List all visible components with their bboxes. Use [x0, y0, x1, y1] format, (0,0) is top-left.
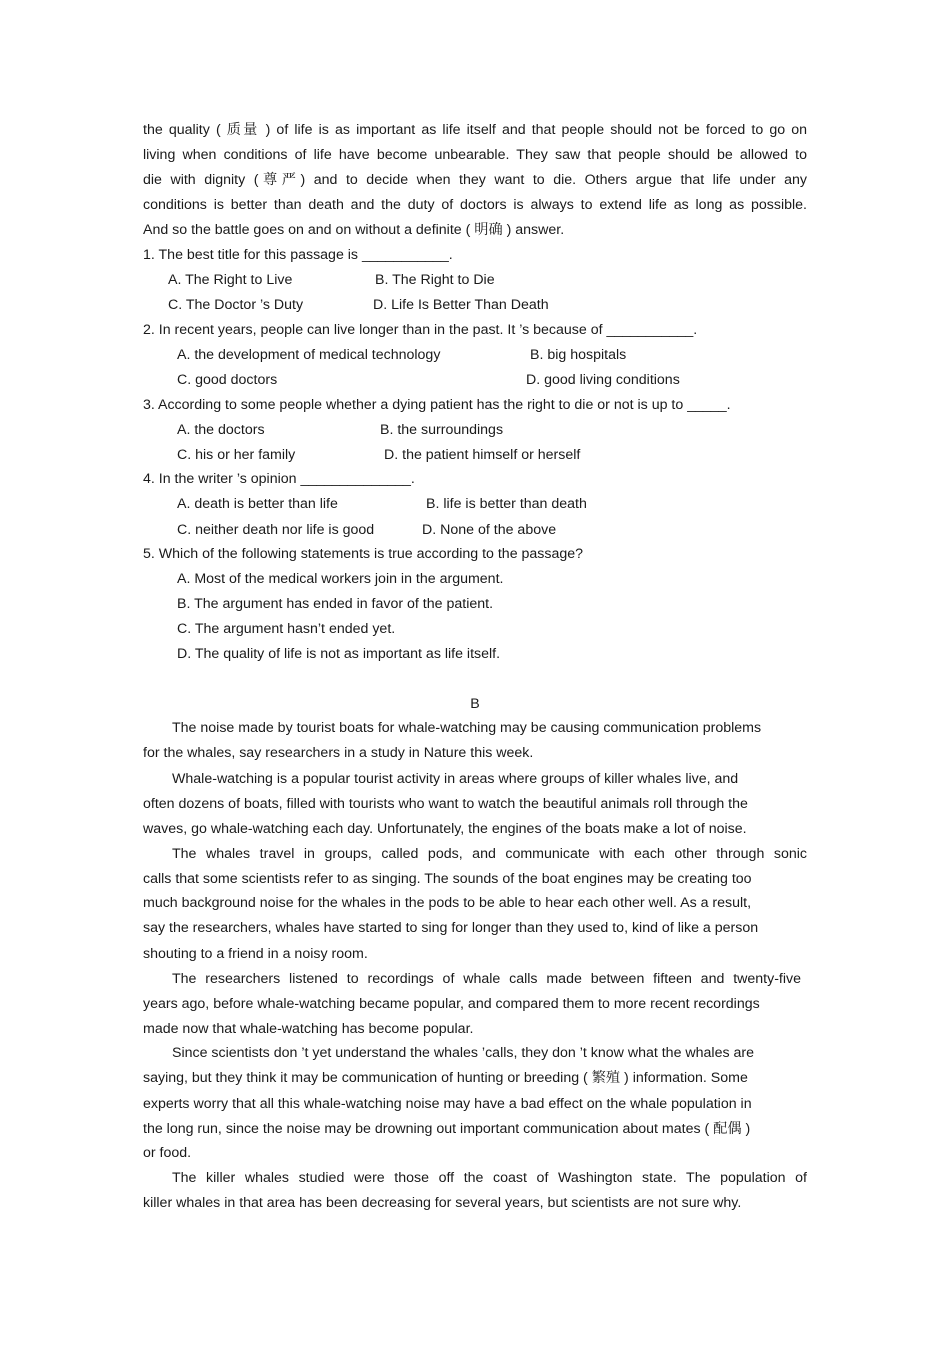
question-2-option-d: D. good living conditions	[526, 372, 680, 388]
question-5-option-d: D. The quality of life is not as important as life itself.	[177, 646, 501, 662]
question-1-stem: 1. The best title for this passage is ___________.	[143, 247, 453, 263]
passage-b-line-17: the long run, since the noise may be drowning out important communication about mates ( 配偶 )	[143, 1121, 751, 1137]
question-5-option-a: A. Most of the medical workers join in the argument.	[177, 571, 504, 587]
passage-a-line-5: And so the battle goes on and on without a definite ( 明确 ) answer.	[143, 222, 565, 238]
passage-b-line-3: Whale-watching is a popular tourist activity in areas where groups of killer whales live, and	[172, 771, 739, 787]
passage-b-line-4: often dozens of boats, filled with tourists who want to watch the beautiful animals roll through the	[143, 796, 748, 812]
question-2-option-a: A. the development of medical technology	[177, 347, 441, 363]
question-2-stem: 2. In recent years, people can live longer than in the past. It ’s because of ___________.	[143, 322, 698, 338]
question-3-option-d: D. the patient himself or herself	[384, 447, 581, 463]
passage-a-line-3: die with dignity (尊严) and to decide when they want to die. Others argue that life under any	[143, 172, 807, 188]
question-4-option-a: A. death is better than life	[177, 496, 338, 512]
passage-a-line-2: living when conditions of life have become unbearable. They saw that people should be allowed to	[143, 147, 807, 163]
question-2-option-b: B. big hospitals	[530, 347, 627, 363]
passage-a-line-1: the quality ( 质量 ) of life is as important as life itself and that people should not be forced to go on	[143, 122, 807, 138]
passage-b-line-12: years ago, before whale-watching became popular, and compared them to more recent recordings	[143, 996, 760, 1012]
passage-b-line-11: The researchers listened to recordings of whale calls made between fifteen and twenty-five	[172, 971, 801, 987]
question-2-option-c: C. good doctors	[177, 372, 278, 388]
question-5-option-b: B. The argument has ended in favor of the patient.	[177, 596, 494, 612]
passage-b-line-19: The killer whales studied were those off the coast of Washington state. The population of	[172, 1170, 807, 1186]
question-5-option-c: C. The argument hasn’t ended yet.	[177, 621, 396, 637]
passage-b-line-20: killer whales in that area has been decreasing for several years, but scientists are not sure why.	[143, 1195, 742, 1211]
passage-b-line-8: much background noise for the whales in the pods to be able to hear each other well. As a result,	[143, 895, 752, 911]
passage-b-line-9: say the researchers, whales have started to sing for longer than they used to, kind of like a person	[143, 920, 759, 936]
question-4-stem: 4. In the writer ’s opinion ______________.	[143, 471, 415, 487]
question-4-option-c: C. neither death nor life is good	[177, 522, 375, 538]
passage-b-line-18: or food.	[143, 1145, 192, 1161]
passage-b-line-16: experts worry that all this whale-watching noise may have a bad effect on the whale population in	[143, 1096, 752, 1112]
question-1-option-c: C. The Doctor ’s Duty	[168, 297, 304, 313]
passage-b-line-6: The whales travel in groups, called pods, and communicate with each other through sonic	[172, 846, 807, 862]
question-3-option-b: B. the surroundings	[380, 422, 504, 438]
passage-b-line-7: calls that some scientists refer to as singing. The sounds of the boat engines may be creating too	[143, 871, 752, 887]
question-4-option-b: B. life is better than death	[426, 496, 587, 512]
passage-b-line-14: Since scientists don ’t yet understand the whales ’calls, they don ’t know what the whales are	[172, 1045, 755, 1061]
question-3-option-a: A. the doctors	[177, 422, 265, 438]
passage-b-line-2: for the whales, say researchers in a study in Nature this week.	[143, 745, 534, 761]
passage-b-line-1: The noise made by tourist boats for whale-watching may be causing communication problems	[172, 720, 762, 736]
question-5-stem: 5. Which of the following statements is true according to the passage?	[143, 546, 584, 562]
passage-b-line-15: saying, but they think it may be communication of hunting or breeding ( 繁殖 ) information. Some	[143, 1070, 748, 1086]
question-3-option-c: C. his or her family	[177, 447, 296, 463]
question-4-option-d: D. None of the above	[422, 522, 557, 538]
passage-b-line-10: shouting to a friend in a noisy room.	[143, 946, 368, 962]
question-3-stem: 3. According to some people whether a dying patient has the right to die or not is up to _____.	[143, 397, 731, 413]
question-1-option-a: A. The Right to Live	[168, 272, 293, 288]
passage-b-line-13: made now that whale-watching has become popular.	[143, 1021, 474, 1037]
passage-a-line-4: conditions is better than death and the duty of doctors is always to extend life as long as possible.	[143, 197, 807, 213]
question-1-option-b: B. The Right to Die	[375, 272, 495, 288]
question-1-option-d: D. Life Is Better Than Death	[373, 297, 549, 313]
passage-b-line-5: waves, go whale-watching each day. Unfortunately, the engines of the boats make a lot of noise.	[143, 821, 747, 837]
section-b-heading: B	[470, 696, 480, 712]
